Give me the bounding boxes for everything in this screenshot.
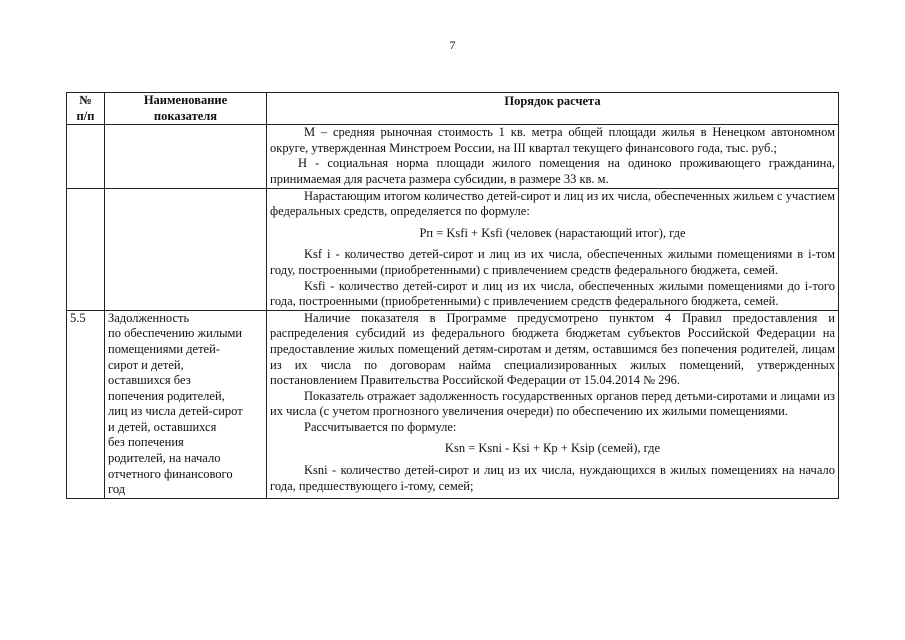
indicator-name-line: лиц из числа детей-сирот [108, 404, 243, 419]
formula-rp: Рп = Ksfi + Ksfi (человек (нарастающий итог), где [419, 225, 686, 240]
indicator-name-line: Задолженность [108, 310, 190, 325]
indicator-name-line: и детей, оставшихся [108, 419, 217, 434]
header-number-line: п/п [76, 108, 95, 123]
header-calculation-order [267, 93, 839, 125]
row-calc-cell [267, 310, 839, 498]
ksni-definition: Ksni - количество детей-сирот и лиц из их числа, нуждающихся в жилых помещениях на начало года, предшествующего i-тому, семей; [270, 463, 835, 493]
indicator-meaning-paragraph: Показатель отражает задолженность государственных органов перед детьми-сиротами и лицами из их числа (с учетом прогнозного увеличения очереди) по обеспечению их жилыми помещениями. [270, 388, 835, 419]
header-indicator-name [105, 93, 267, 125]
cumulative-intro: Нарастающим итогом количество детей-сирот и лиц из их числа, обеспеченных жильем с участием федеральных средств, определяется по формуле: [270, 188, 835, 219]
row-calc-cell [267, 188, 839, 310]
row-name-cell [105, 188, 267, 310]
table-row [67, 188, 839, 310]
header-name-line: показателя [153, 108, 218, 123]
row-number-cell: 5.5 [67, 310, 105, 498]
table-header-row [67, 93, 839, 125]
program-basis-paragraph: Наличие показателя в Программе предусмотрено пунктом 4 Правил предоставления и распределения субсидий из федерального бюджета бюджетам субъектов Российской Федерации на предоставление жилых помещений детям-сиротам и детям, оставшимся без попечения родителей, лицам из их числа по договорам найма специализированных жилых помещений, утвержденных постановлением Правительства Российской Федерации от 15.04.2014 № 296. [270, 310, 835, 388]
row-name-cell [105, 125, 267, 188]
table-row [67, 310, 839, 498]
indicator-name-line: помещениями детей- [108, 341, 220, 356]
header-name-line: Наименование [143, 93, 228, 107]
page-number: 7 [449, 38, 456, 52]
header-calc-text: Порядок расчета [504, 94, 601, 108]
header-number-line: № [79, 93, 92, 107]
row-name-cell [105, 310, 267, 498]
indicator-name-line: без попечения [108, 435, 184, 450]
indicator-name-line: сирот и детей, [108, 357, 184, 372]
table-row [67, 125, 839, 188]
indicator-name-line: год [108, 482, 126, 497]
calculation-table [66, 92, 839, 499]
indicator-name-line: родителей, на начало [108, 451, 221, 466]
indicator-name-line: по обеспечению жилыми [108, 326, 243, 341]
m-definition: М – средняя рыночная стоимость 1 кв. метра общей площади жилья в Ненецком автономном округе, утвержденная Минстроем России, на III квартал текущего финансового года, тыс. руб.; [270, 125, 835, 155]
row-number-cell [67, 125, 105, 188]
formula-intro: Рассчитывается по формуле: [304, 419, 457, 434]
row-calc-cell [267, 125, 839, 188]
indicator-name-line: отчетного финансового [108, 466, 233, 481]
row-number-cell [67, 188, 105, 310]
formula-ksn: Ksn = Ksni - Ksi + Кр + Ksip (семей), где [444, 441, 661, 456]
ksfi-definition: Ksfi - количество детей-сирот и лиц из их числа, обеспеченных жилыми помещениями до i-того года, построенными (приобретенными) с привлечением средств федерального бюджета, семей. [270, 278, 835, 309]
header-number [67, 93, 105, 125]
n-definition: Н - социальная норма площади жилого помещения на одиноко проживающего гражданина, принимаемая для расчета размера субсидии, в размере 33 кв. м. [270, 156, 835, 186]
indicator-name-line: попечения родителей, [108, 388, 225, 403]
indicator-name-line: оставшихся без [108, 373, 191, 388]
ksf-i-definition: Ksf i - количество детей-сирот и лиц из их числа, обеспеченных жилыми помещениями в i-том году, построенными (приобретенными) с привлечением средств федерального бюджета, семей. [270, 247, 835, 277]
